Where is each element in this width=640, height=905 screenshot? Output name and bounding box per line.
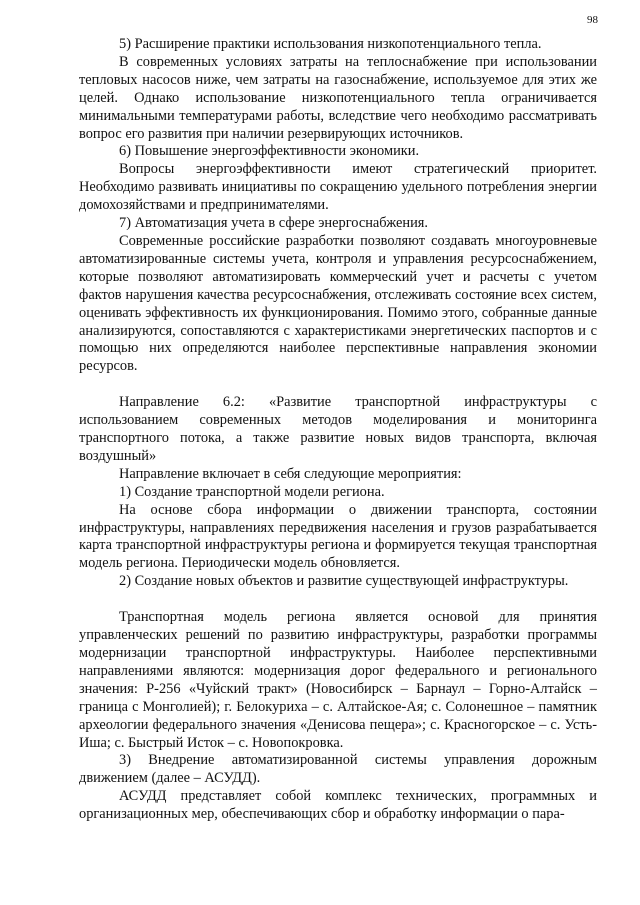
list-item-automation: 7) Автоматизация учета в сфере энергоснабжения. <box>119 215 429 232</box>
page-number: 98 <box>587 14 598 26</box>
paragraph-efficiency-body: Вопросы энергоэффективности имеют стратегический приоритет. Необходимо развивать инициативы по сокращению удельного потребления энергии домохозяйствами и предпринимателями. <box>79 161 597 214</box>
list-item-efficiency: 6) Повышение энергоэффективности экономики. <box>119 143 420 160</box>
list-item-new-objects: 2) Создание новых объектов и развитие существующей инфраструктуры. <box>119 573 569 590</box>
document-body <box>79 36 597 824</box>
list-item-transport-model: 1) Создание транспортной модели региона. <box>119 483 385 500</box>
list-item-asudd: 3) Внедрение автоматизированной системы управления дорожным движением (далее – АСУДД). <box>79 752 597 787</box>
paragraph-transport-model-body: На основе сбора информации о движении транспорта, состоянии инфраструктуры, направлениях передвижения населения и грузов разрабатывается карта транспортной инфраструктуры региона и формируется текущая транспортная модель региона. Периодически модель обновляется. <box>79 501 597 572</box>
list-item-heat: 5) Расширение практики использования низкопотенциального тепла. <box>119 36 542 52</box>
paragraph-new-objects-body: Транспортная модель региона является основой для принятия управленческих решений по развитию инфраструктуры, разработки программы модернизации транспортной инфраструктуры. Наиболее перспективными направлениями являются: модернизация дорог федерального и регионального значения: Р-256 «Чуйский тракт» (Новосибирск – Барнаул – Горно-Алтайск – граница с Монголией); г. Белокуриха – с. Алтайское-Ая; с. Солонешное – памятник археологии федерального значения «Денисова пещера»; с. Красногорское – с. Усть-Иша; с. Быстрый Исток – с. Новопокровка. <box>79 609 597 751</box>
section-heading-6-2: Направление 6.2: «Развитие транспортной инфраструктуры с использованием современных методов моделирования и мониторинга транспортного потока, а также развитие новых видов транспорта, включая воздушный» <box>79 394 597 464</box>
paragraph-heat-body: В современных условиях затраты на теплоснабжение при использовании тепловых насосов ниже, чем затраты на газоснабжение, используемое для этих же целей. Однако использование низкопотенциального тепла ограничивается минимальными температурами работы, вследствие чего необходимо рассматривать вопрос его развития при наличии резервирующих источников. <box>79 53 597 142</box>
paragraph-asudd-body: АСУДД представляет собой комплекс технических, программных и организационных мер, обеспечивающих сбор и обработку информации о пара- <box>79 788 597 823</box>
paragraph-includes: Направление включает в себя следующие мероприятия: <box>119 465 462 482</box>
paragraph-automation-body: Современные российские разработки позволяют создавать многоуровневые автоматизированные системы учета, контроля и управления ресурсоснабжением, которые позволяют автоматизировать коммерческий учет и расчеты с учетом фактов нарушения качества ресурсоснабжения, отслеживать состояние всех систем, оценивать эффективность их функционирования. Помимо этого, собранные данные анализируются, сопоставляются с характеристиками энергетических паспортов и с помощью них определяются наиболее перспективные направления экономии ресурсов. <box>79 232 597 375</box>
